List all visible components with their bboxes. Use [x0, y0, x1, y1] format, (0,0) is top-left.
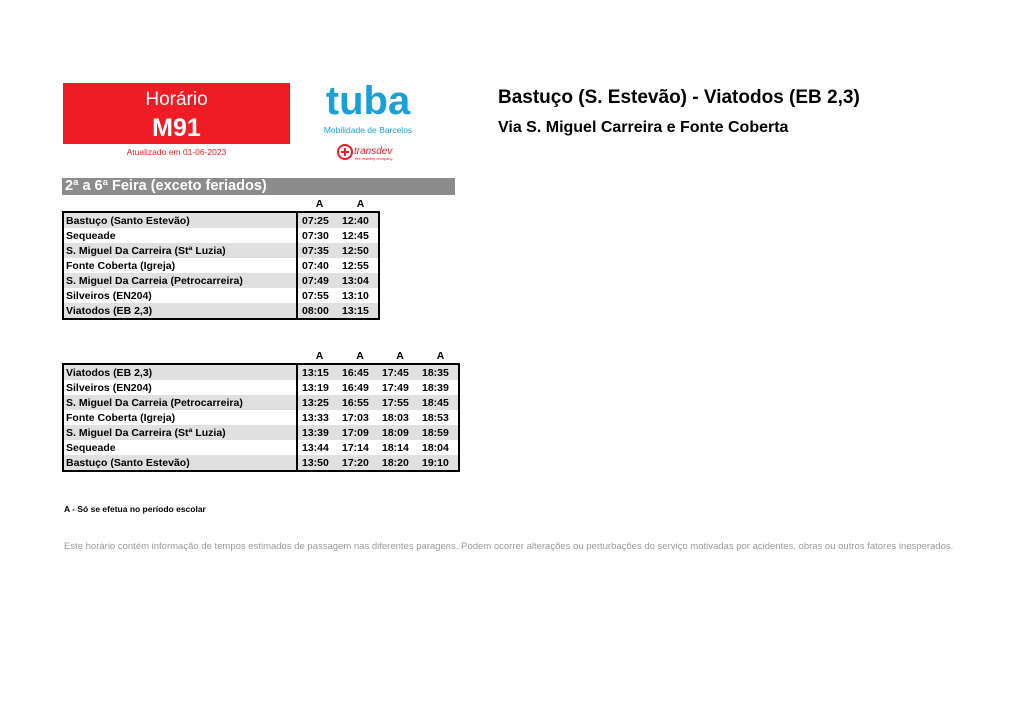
tuba-logo-text: tuba: [325, 82, 411, 123]
route-via: Via S. Miguel Carreira e Fonte Coberta: [498, 119, 789, 136]
table-row: [63, 455, 459, 471]
departure-time: 13:15: [297, 364, 338, 380]
departure-time: 12:55: [338, 258, 379, 273]
departure-time: 12:40: [338, 212, 379, 228]
header-spacer: [63, 348, 297, 364]
return-timetable: [62, 348, 460, 472]
departure-time: 16:45: [338, 364, 378, 380]
table-row: [63, 364, 459, 380]
departure-time: 18:09: [378, 425, 418, 440]
return-header-row: [63, 348, 459, 364]
table-row: [63, 258, 379, 273]
stop-name: S. Miguel Da Carreia (Petrocarreira): [63, 395, 297, 410]
stop-name: S. Miguel Da Carreira (Stª Luzia): [63, 425, 297, 440]
transdev-tagline: the mobility company: [355, 156, 393, 161]
stop-name: Bastuço (Santo Estevão): [63, 212, 297, 228]
stop-name: Viatodos (EB 2,3): [63, 303, 297, 319]
outbound-header-row: [63, 196, 379, 212]
table-row: [63, 395, 459, 410]
departure-time: 07:25: [297, 212, 338, 228]
footnote: A - Só se efetua no período escolar: [64, 504, 206, 514]
departure-time: 16:55: [338, 395, 378, 410]
table-row: [63, 273, 379, 288]
departure-time: 17:03: [338, 410, 378, 425]
stop-name: Viatodos (EB 2,3): [63, 364, 297, 380]
departure-time: 08:00: [297, 303, 338, 319]
departure-time: 13:04: [338, 273, 379, 288]
departure-time: 17:20: [338, 455, 378, 471]
header-spacer: [63, 196, 297, 212]
departure-time: 13:33: [297, 410, 338, 425]
departure-time: 12:45: [338, 228, 379, 243]
transdev-logo: [336, 142, 406, 162]
departure-time: 17:09: [338, 425, 378, 440]
departure-time: 17:45: [378, 364, 418, 380]
section-header: 2ª a 6ª Feira (exceto feriados): [62, 178, 455, 195]
stop-name: Fonte Coberta (Igreja): [63, 410, 297, 425]
route-title: Bastuço (S. Estevão) - Viatodos (EB 2,3): [498, 87, 860, 108]
departure-time: 18:14: [378, 440, 418, 455]
column-header: A: [315, 197, 324, 210]
departure-time: 07:55: [297, 288, 338, 303]
stop-name: Sequeade: [63, 440, 297, 455]
table-row: [63, 410, 459, 425]
departure-time: 18:45: [418, 395, 459, 410]
table-row: [63, 288, 379, 303]
departure-time: 19:10: [418, 455, 459, 471]
disclaimer: Este horário contém informação de tempos estimados de passagem nas diferentes paragens. Podem ocorrer alterações ou perturbações do serviço motivadas por acidentes, obras ou outros fatores inesperados.: [64, 541, 954, 552]
departure-time: 13:10: [338, 288, 379, 303]
transdev-text: transdev: [354, 146, 393, 157]
stop-name: S. Miguel Da Carreira (Stª Luzia): [63, 243, 297, 258]
departure-time: 07:35: [297, 243, 338, 258]
column-header: A: [396, 349, 404, 362]
departure-time: 18:53: [418, 410, 459, 425]
horario-label: Horário: [145, 89, 208, 110]
departure-time: 07:40: [297, 258, 338, 273]
table-row: [63, 212, 379, 228]
departure-time: 17:49: [378, 380, 418, 395]
route-badge: [63, 83, 290, 144]
departure-time: 13:19: [297, 380, 338, 395]
departure-time: 16:49: [338, 380, 378, 395]
route-code: M91: [152, 114, 201, 142]
stop-name: Silveiros (EN204): [63, 380, 297, 395]
departure-time: 07:30: [297, 228, 338, 243]
departure-time: 18:20: [378, 455, 418, 471]
departure-time: 13:44: [297, 440, 338, 455]
departure-time: 18:03: [378, 410, 418, 425]
table-row: [63, 440, 459, 455]
departure-time: 13:50: [297, 455, 338, 471]
updated-date: Atualizado em 01-06-2023: [126, 147, 227, 157]
departure-time: 18:39: [418, 380, 459, 395]
column-header: A: [436, 349, 445, 362]
transdev-icon-cross: [341, 148, 349, 156]
column-header: A: [356, 197, 365, 210]
table-row: [63, 425, 459, 440]
stop-name: Bastuço (Santo Estevão): [63, 455, 297, 471]
departure-time: 18:04: [418, 440, 459, 455]
tuba-logo: [298, 82, 438, 124]
stop-name: Silveiros (EN204): [63, 288, 297, 303]
departure-time: 12:50: [338, 243, 379, 258]
departure-time: 17:14: [338, 440, 378, 455]
departure-time: 13:15: [338, 303, 379, 319]
outbound-timetable: [62, 196, 380, 320]
departure-time: 17:55: [378, 395, 418, 410]
table-row: [63, 243, 379, 258]
logo-subtitle: Mobilidade de Barcelos: [323, 125, 413, 135]
column-header: A: [356, 349, 364, 362]
departure-time: 07:49: [297, 273, 338, 288]
stop-name: Fonte Coberta (Igreja): [63, 258, 297, 273]
stop-name: S. Miguel Da Carreia (Petrocarreira): [63, 273, 297, 288]
table-row: [63, 380, 459, 395]
table-row: [63, 303, 379, 319]
departure-time: 13:39: [297, 425, 338, 440]
departure-time: 18:59: [418, 425, 459, 440]
stop-name: Sequeade: [63, 228, 297, 243]
departure-time: 13:25: [297, 395, 338, 410]
departure-time: 18:35: [418, 364, 459, 380]
column-header: A: [315, 349, 324, 362]
table-row: [63, 228, 379, 243]
